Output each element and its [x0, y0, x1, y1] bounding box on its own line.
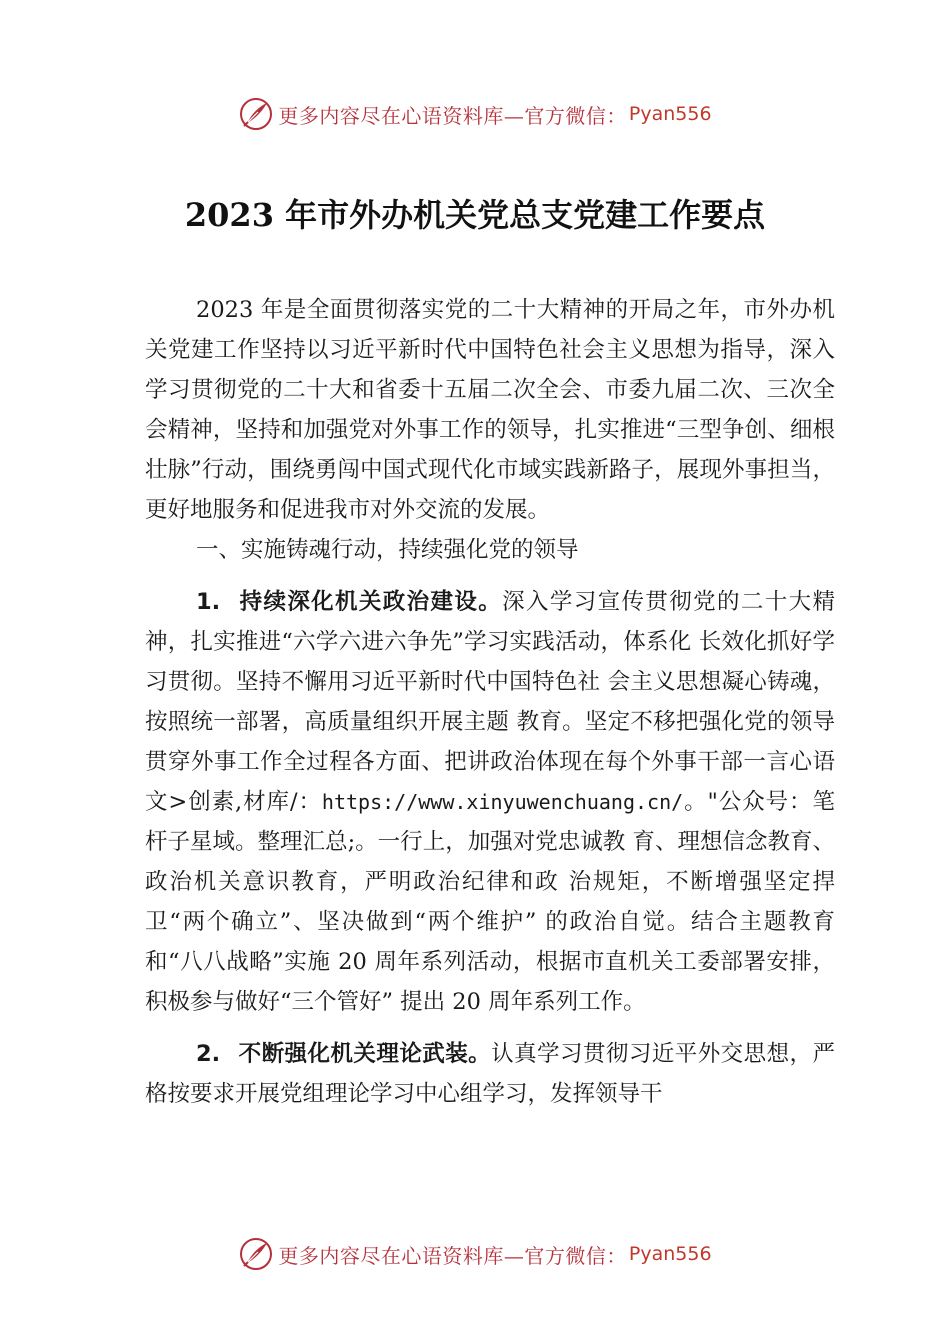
intro-paragraph: 2023 年是全面贯彻落实党的二十大精神的开局之年，市外办机关党建工作坚持以习近平新时代中国特色社会主义思想为指导，深入学习贯彻党的二十大和省委十五届二次全会、市委九届二次、三次全会精神，坚持和加强党对外事工作的领导，扎实推进“三型争创、细根壮脉”行动，围绕勇闯中国式现代化市域实践新路子，展现外事担当，更好地服务和促进我市对外交流的发展。	[145, 297, 835, 523]
item-title: 持续深化机关政治建设。	[238, 589, 503, 615]
item-body-continued: 。"公众号：笔杆子星域。整理汇总;。一行上，加强对党忠诚教 育、理想信念教育、政治机关意识教育，严明政治纪律和政 治规矩，不断增强坚定捍卫“两个确立”、坚决做到“两个维护” 的政治自觉。结合主题教育和“八八战略”实施 20 周年系列活动，根据市直机关工委部署安排，积极参与做好“三个管好” 提出 20 周年系列工作。	[145, 789, 835, 1015]
top-watermark-banner	[0, 94, 950, 134]
item-number: 1.	[196, 589, 221, 615]
banner-text: 更多内容尽在心语资料库—官方微信：	[278, 1243, 627, 1268]
document-body	[145, 290, 835, 1114]
bottom-watermark-banner	[0, 1234, 950, 1274]
url-text: https://www.xinyuwenchuang.cn/	[321, 790, 684, 814]
banner-text: 更多内容尽在心语资料库—官方微信：	[278, 103, 627, 128]
item-number: 2.	[196, 1041, 221, 1067]
banner-wechat-id: Pyan556	[628, 103, 712, 125]
item-body: 深入学习宣传贯彻党的二十大精神，扎实推进“六学六进六争先”学习实践活动，体系化 长效化抓好学习贯彻。坚持不懈用习近平新时代中国特色社 会主义思想凝心铸魂，按照统一部署，高质量组织开展主题 教育。坚定不移把强化党的领导贯穿外事工作全过程各方面、把讲政治体现在每个外事干部一言心语文>创素,材库/：	[145, 589, 835, 815]
feather-pen-logo-icon	[238, 96, 274, 132]
document-title: 2023 年市外办机关党总支党建工作要点	[184, 196, 766, 234]
item-title: 不断强化机关理论武装。	[238, 1041, 492, 1067]
item-paragraph	[145, 582, 835, 1022]
feather-pen-logo-icon	[238, 1236, 274, 1272]
banner-wechat-id: Pyan556	[628, 1243, 712, 1265]
section-heading: 一、实施铸魂行动，持续强化党的领导	[196, 537, 579, 563]
item-body: 认真学习贯彻习近平外交思想，严格按要求开展党组理论学习中心组学习，发挥领导干	[145, 1041, 835, 1107]
item-paragraph	[145, 1034, 835, 1114]
